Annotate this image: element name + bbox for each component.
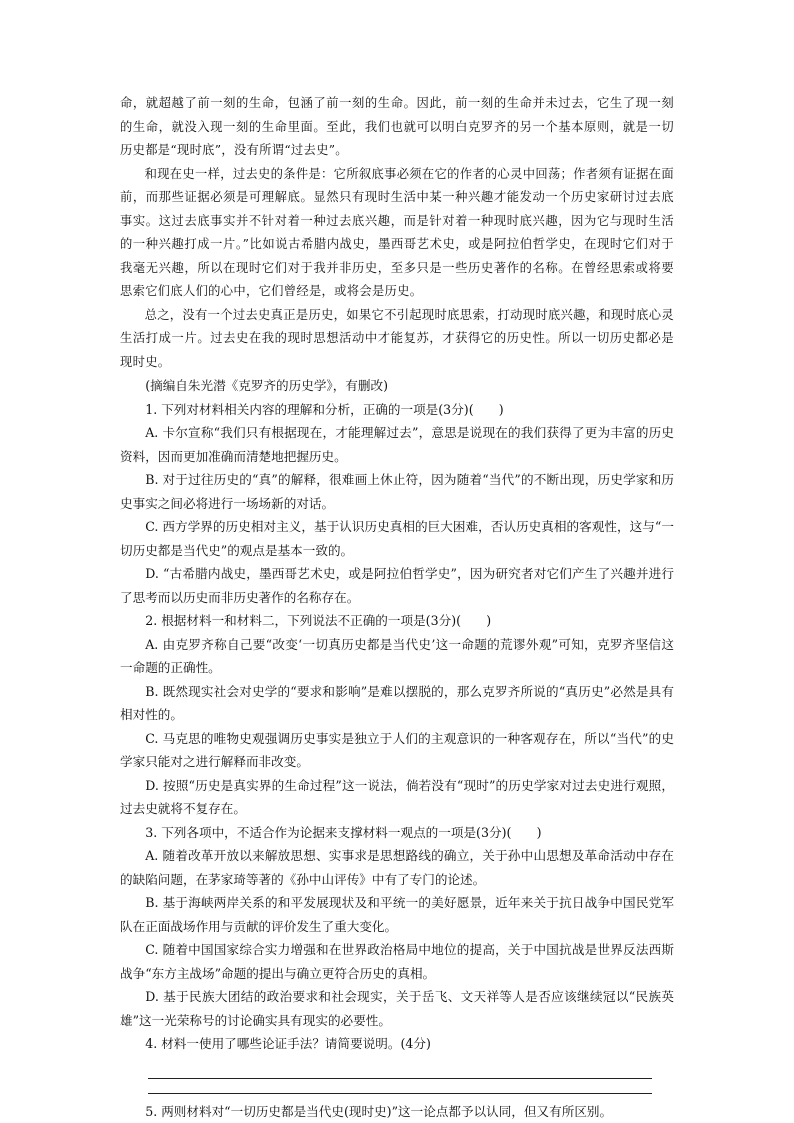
- question-1-option-a: A. 卡尔宣称“我们只有根据现在，才能理解过去”，意思是说现在的我们获得了更为丰富的历史资料，因而更加准确而清楚地把握历史。: [120, 425, 674, 464]
- question-3-stem: 3. 下列各项中，不适合作为论据来支撑材料一观点的一项是(3分)( ): [145, 824, 542, 840]
- question-3-option-b: B. 基于海峡两岸关系的和平发展现状及和平统一的美好愿景，近年来关于抗日战争中国民党军队在正面战场作用与贡献的评价发生了重大变化。: [120, 895, 674, 934]
- question-1-option-d: D. “古希腊内战史，墨西哥艺术史，或是阿拉伯哲学史”，因为研究者对它们产生了兴趣并进行了思考而以历史而非历史著作的名称存在。: [120, 566, 674, 605]
- question-2-option-d: D. 按照“历史是真实界的生命过程”这一说法，倘若没有“现时”的历史学家对过去史进行观照，过去史就将不复存在。: [120, 777, 674, 816]
- question-2-option-a: A. 由克罗齐称自己要“改变‘一切真历史都是当代史’这一命题的荒谬外观”可知，克罗齐坚信这一命题的正确性。: [120, 636, 674, 675]
- question-2-option-b: B. 既然现实社会对史学的“要求和影响”是难以摆脱的，那么克罗齐所说的“真历史”必然是具有相对性的。: [120, 683, 674, 722]
- question-4-stem: 4. 材料一使用了哪些论证手法？请简要说明。(4分): [145, 1036, 431, 1051]
- question-5-stem: 5. 两则材料对“一切历史都是当代史(现时史)”这一论点都予以认同，但又有所区别。: [145, 1103, 613, 1119]
- passage-paragraph: 命，就超越了前一刻的生命，包涵了前一刻的生命。因此，前一刻的生命并未过去，它生了现一刻的生命，就没入现一刻的生命里面。至此，我们也就可以明白克罗齐的另一个基本原则，就是一切历史都是“现时底”，没有所谓“过去史”。: [120, 96, 674, 157]
- question-1-option-b: B. 对于过往历史的“真”的解释，很难画上休止符，因为随着“当代”的不断出现，历史学家和历史事实之间必将进行一场场新的对话。: [120, 472, 674, 511]
- passage-paragraph: 总之，没有一个过去史真正是历史，如果它不引起现时底思索，打动现时底兴趣，和现时底心灵生活打成一片。过去史在我的现时思想活动中才能复苏，才获得它的历史性。所以一切历史都必是现时史。: [120, 307, 674, 369]
- passage-source: (摘编自朱光潜《克罗齐的历史学》，有删改): [145, 378, 388, 393]
- answer-line[interactable]: [148, 1056, 652, 1079]
- question-1-stem: 1. 下列对材料相关内容的理解和分析，正确的一项是(3分)( ): [145, 401, 504, 417]
- answer-line[interactable]: [148, 1079, 652, 1094]
- passage-paragraph: 和现在史一样，过去史的条件是：它所叙底事必须在它的作者的心灵中回荡；作者须有证据在面前，而那些证据必须是可理解底。显然只有现时生活中某一种兴趣才能发动一个历史家研讨过去底事实。这过去底事实并不针对着一种过去底兴趣，而是针对着一种现时底兴趣，因为它与现时生活的一种兴趣打成一片。”比如说古希腊内战史，墨西哥艺术史，或是阿拉伯哲学史，在现时它们对于我毫无兴趣，所以在现时它们对于我并非历史，至多只是一些历史著作的名称。在曾经思索或将要思索它们底人们的心中，它们曾经是，或将会是历史。: [120, 166, 674, 298]
- question-2-stem: 2. 根据材料一和材料二，下列说法不正确的一项是(3分)( ): [145, 613, 492, 628]
- question-3-option-a: A. 随着改革开放以来解放思想、实事求是思想路线的确立，关于孙中山思想及革命活动中存在的缺陷问题，在茅家琦等著的《孙中山评传》中有了专门的论述。: [120, 848, 674, 887]
- question-3-option-c: C. 随着中国国家综合实力增强和在世界政治格局中地位的提高，关于中国抗战是世界反法西斯战争“东方主战场”命题的提出与确立更符合历史的真相。: [120, 942, 674, 981]
- question-1-option-c: C. 西方学界的历史相对主义，基于认识历史真相的巨大困难，否认历史真相的客观性，这与“一切历史都是当代史”的观点是基本一致的。: [120, 519, 674, 558]
- question-2-option-c: C. 马克思的唯物史观强调历史事实是独立于人们的主观意识的一种客观存在，所以“当代”的史学家只能对之进行解释而非改变。: [120, 730, 674, 769]
- question-3-option-d: D. 基于民族大团结的政治要求和社会现实，关于岳飞、文天祥等人是否应该继续冠以“民族英雄”这一光荣称号的讨论确实具有现实的必要性。: [120, 989, 674, 1028]
- exam-page: [120, 92, 674, 1123]
